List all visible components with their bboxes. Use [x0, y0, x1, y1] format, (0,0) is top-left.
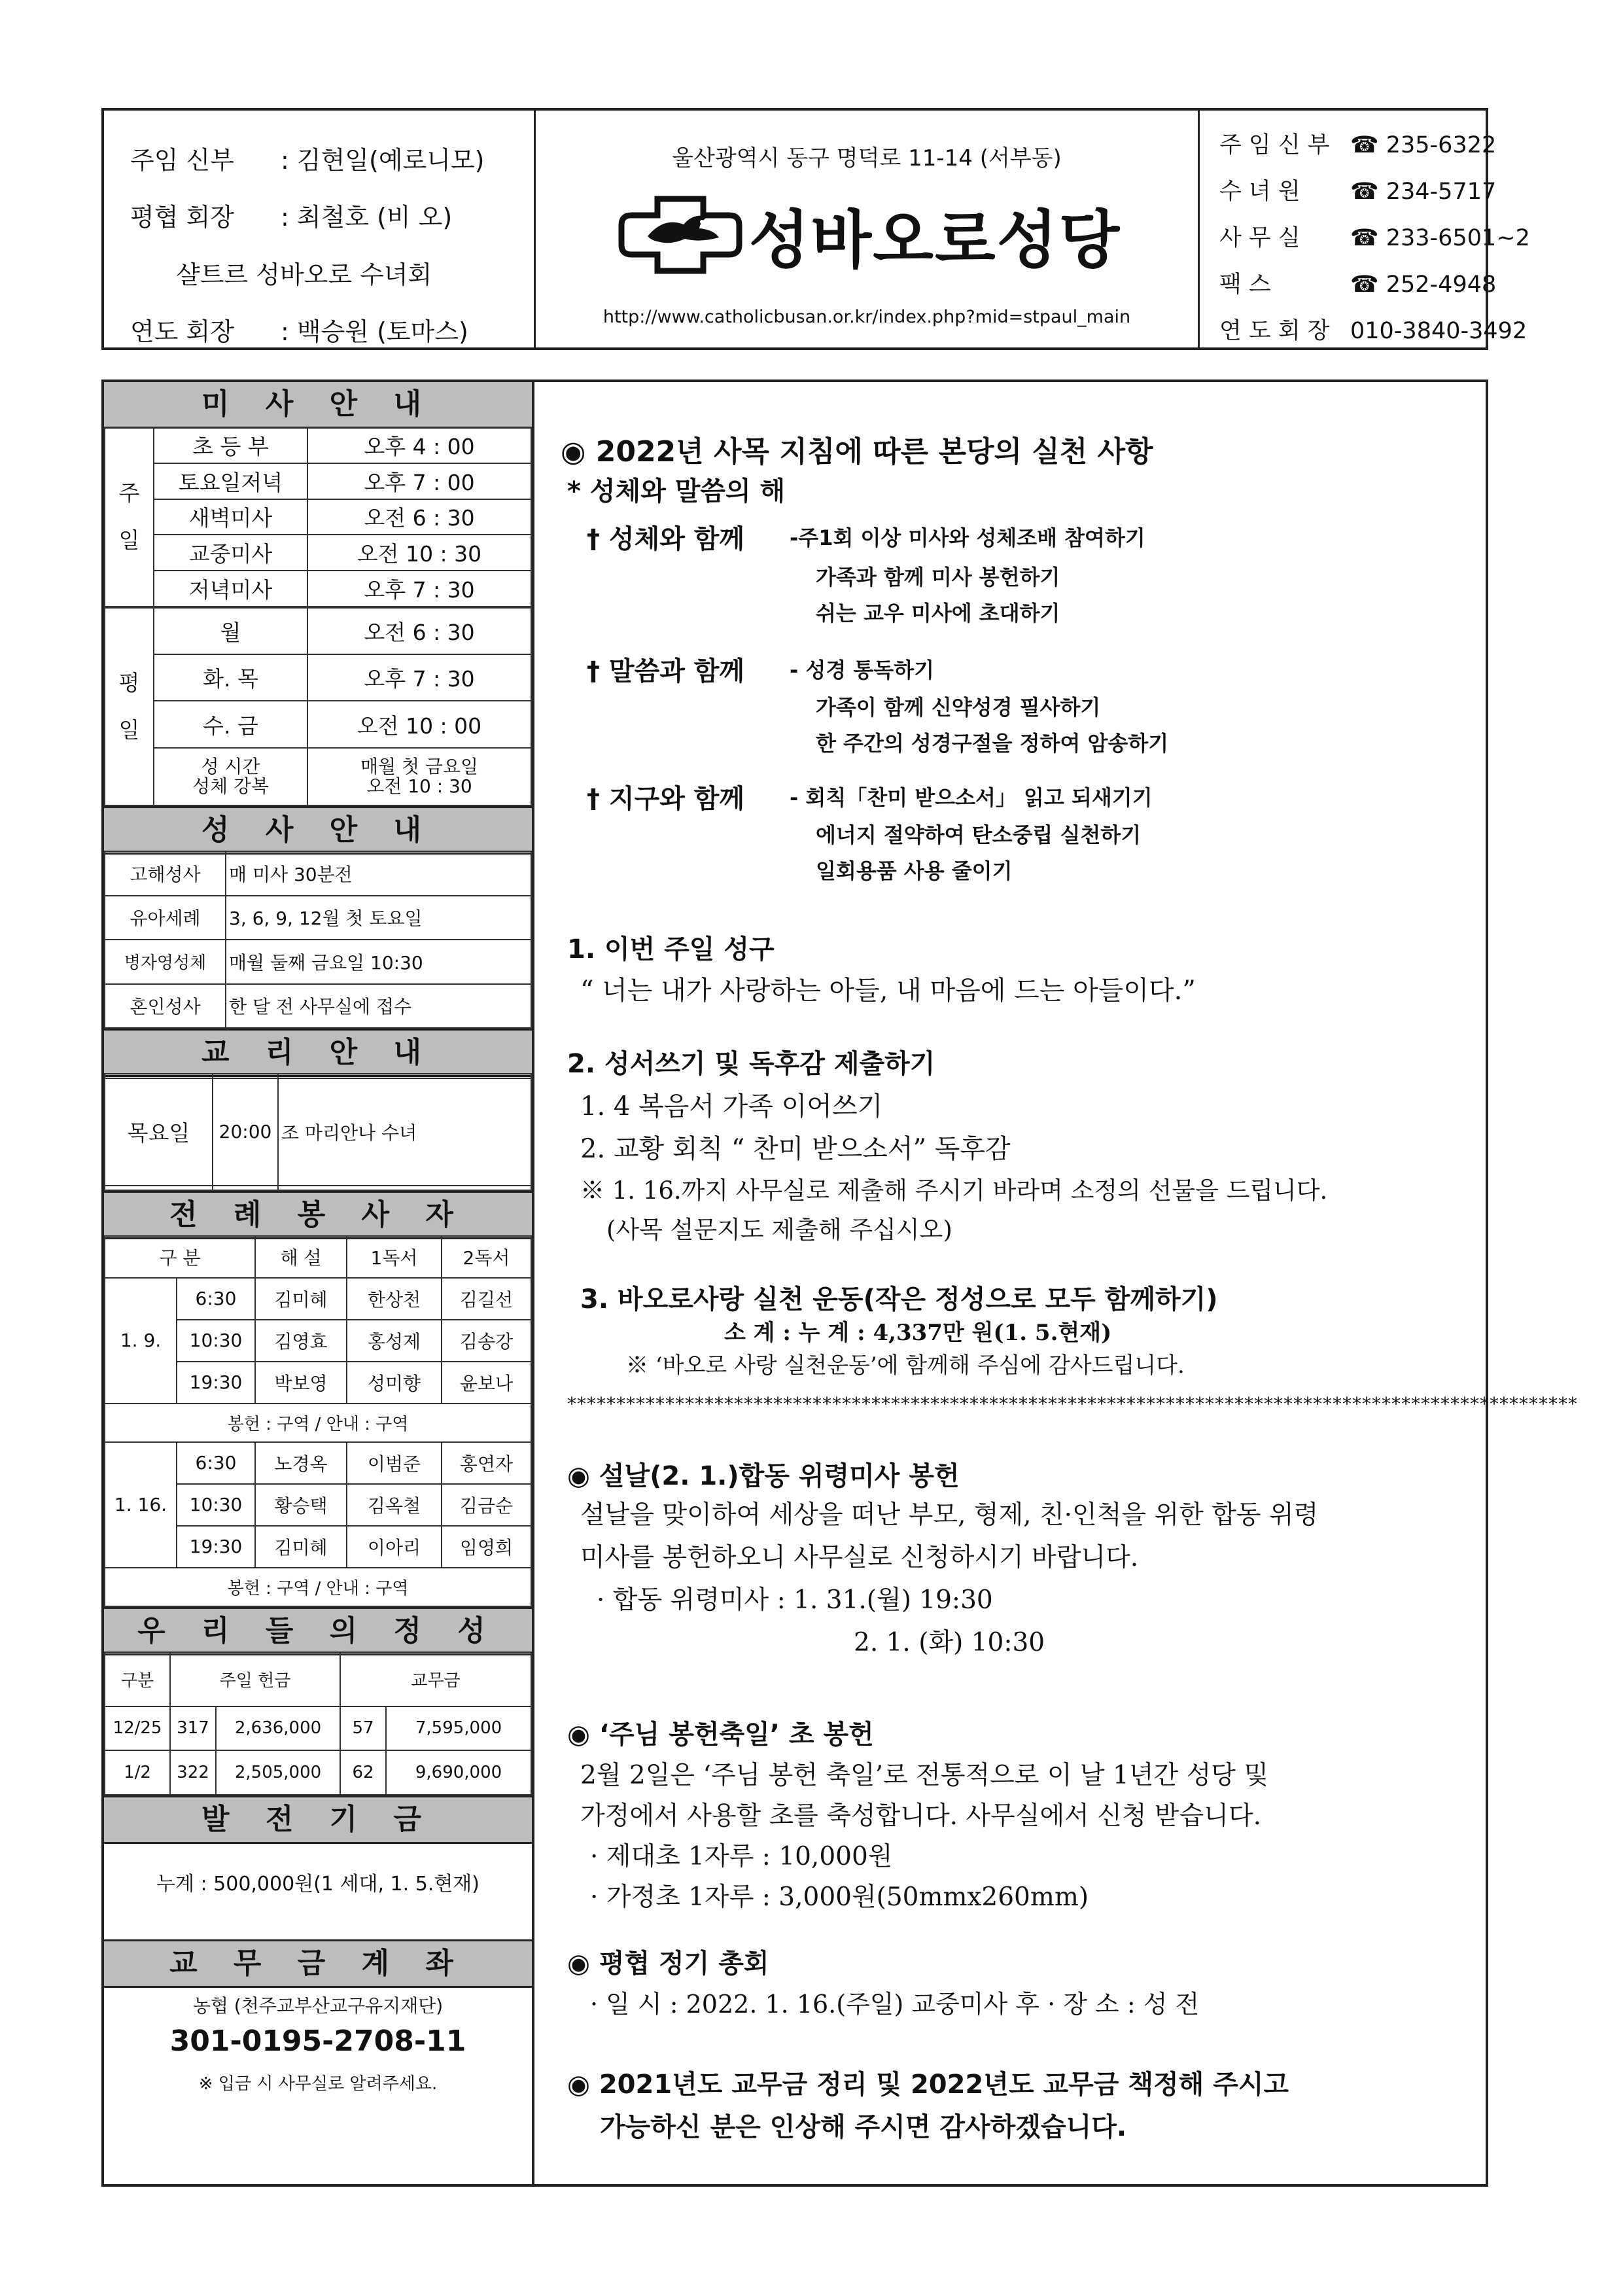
church-title-panel [536, 111, 1200, 347]
meeting-details: · 일 시 : 2022. 1. 16.(주일) 교중미사 후 · 장 소 : 성 전 [590, 1990, 1200, 2019]
phone-row: 연 도 회 장 010-3840-3492 [1219, 318, 1527, 344]
dues-notice: ◉ 2021년도 교무금 정리 및 2022년도 교무금 책정해 주시고 [567, 2070, 1289, 2100]
phone-row: 사 무 실 ☎ 233-6501~2 [1219, 225, 1530, 251]
phone-row: 주 임 신 부 ☎ 235-6322 [1219, 132, 1497, 158]
catechism-info-heading: 교 리 안 내 [104, 1029, 532, 1077]
section-line: 2. 교황 회칙 “ 찬미 받으소서” 독후감 [580, 1134, 1011, 1164]
campaign-total: 소 계 : 누 계 : 4,337만 원(1. 5.현재) [724, 1320, 1112, 1346]
contact-panel [1200, 111, 1530, 347]
pastoral-item: 가족이 함께 신약성경 필사하기 [816, 695, 1101, 720]
account-bank: 농협 (천주교부산교구유지재단) [192, 1995, 444, 2017]
phone-icon: ☎ [1350, 132, 1379, 158]
pastoral-item: 쉬는 교우 미사에 초대하기 [816, 601, 1060, 626]
section-line: 미사를 봉헌하오니 사무실로 신청하시기 바랍니다. [580, 1543, 1139, 1572]
section-line: 2월 2일은 ‘주님 봉헌 축일’로 전통적으로 이 날 1년간 성당 및 [580, 1761, 1269, 1790]
pastoral-group-head: † 지구와 함께 [587, 784, 745, 814]
announcements-panel [534, 380, 1578, 2187]
account-number: 301-0195-2708-11 [169, 2024, 466, 2058]
section-heading: 1. 이번 주일 성구 [567, 934, 775, 964]
section-heading: 3. 바오로사랑 실천 운동(작은 정성으로 모두 함께하기) [580, 1284, 1218, 1315]
pastoral-item: 일회용품 사용 줄이기 [816, 858, 1013, 883]
church-name: 성바오로성당 [748, 203, 1121, 277]
weekday-mass-table: 평 일 월 오전 6 : 30 화. 목 오후 7 : 30 수. 금 오전 10 : 00 성 시간 성체 강복 매월 첫 금요일 오전 10 : 30 [104, 607, 532, 806]
church-address: 울산광역시 동구 명덕로 11-14 (서부동) [672, 145, 1062, 171]
pastoral-group-head: † 말씀과 함께 [587, 656, 745, 686]
church-logo [562, 186, 1177, 284]
section-line: 설날을 맞이하여 세상을 떠난 부모, 형제, 친·인척을 위한 합동 위령 [580, 1500, 1319, 1530]
section-line: ※ 1. 16.까지 사무실로 제출해 주시기 바라며 소정의 선물을 드립니다. [580, 1176, 1328, 1205]
weekly-verse: “ 너는 내가 사랑하는 아들, 내 마음에 드는 아들이다.” [580, 976, 1196, 1006]
pastoral-item: 가족과 함께 미사 봉헌하기 [816, 565, 1060, 590]
memorial-mass-time: · 합동 위령미사 : 1. 31.(월) 19:30 [597, 1585, 993, 1615]
sacrament-info-heading: 성 사 안 내 [104, 806, 532, 855]
pastoral-guideline-title: ◉ 2022년 사목 지침에 따른 본당의 실천 사항 [561, 435, 1153, 468]
info-sidebar [101, 380, 534, 2187]
liturgy-volunteers-table: 구 분 해 설 1독서 2독서 1. 9. 6:30 김미혜 한상천 김길선 10:30 김영효 홍성제 김송강 19:30 박보영 성미향 윤보나 봉헌 : 구역 / 안내 : 구역 1. 16. 6:30 노경옥 이범준 홍연자 10:30 황승택 김옥철 김금순 19:30 김미혜 이아리 임영희 봉헌 : 구역 / 안내 : 구역 [104, 1235, 532, 1607]
offerings-heading: 우 리 들 의 정 성 [104, 1607, 532, 1655]
liturgy-volunteers-heading: 전 례 봉 사 자 [104, 1191, 532, 1239]
mass-info-heading: 미 사 안 내 [104, 382, 532, 429]
pastoral-group-head: † 성체와 함께 [587, 524, 745, 554]
pastoral-item: 에너지 절약하여 탄소중립 실천하기 [816, 822, 1142, 847]
section-divider: ******************************************************************************************************* [567, 1393, 1578, 1415]
phone-icon: ☎ [1350, 225, 1379, 251]
account-heading: 교 무 금 계 좌 [104, 1939, 532, 1988]
pastoral-subtitle: * 성체와 말씀의 해 [567, 476, 786, 506]
church-website-link[interactable]: http://www.catholicbusan.or.kr/index.php?mid=stpaul_main [602, 307, 1131, 327]
phone-icon: ☎ [1350, 272, 1379, 298]
section-heading: ◉ ‘주님 봉헌축일’ 초 봉헌 [567, 1720, 874, 1750]
section-heading: 2. 성서쓰기 및 독후감 제출하기 [567, 1049, 935, 1079]
development-fund-total: 누계 : 500,000원(1 세대, 1. 5.현재) [156, 1873, 480, 1896]
pastoral-item: - 회칙「찬미 받으소서」 읽고 되새기기 [790, 785, 1153, 810]
phone-icon: ☎ [1350, 179, 1379, 205]
section-heading: ◉ 평협 정기 총회 [567, 1949, 769, 1979]
dues-notice: 가능하신 분은 인상해 주시면 감사하겠습니다. [600, 2112, 1127, 2142]
pastoral-item: 한 주간의 성경구절을 정하여 암송하기 [816, 731, 1169, 756]
staff-row: 평협 회장 : 최철호 (비 오) [130, 203, 453, 232]
campaign-thanks: ※ ‘바오로 사랑 실천운동’에 함께해 주심에 감사드립니다. [626, 1352, 1185, 1379]
staff-row: 연도 회장 : 백승원 (토마스) [130, 317, 468, 346]
memorial-mass-time: 2. 1. (화) 10:30 [854, 1628, 1045, 1657]
staff-row: 샬트르 성바오로 수녀회 [176, 260, 432, 289]
sacrament-table: 고해성사 매 미사 30분전 유아세례 3, 6, 9, 12월 첫 토요일 병자영성체 매월 둘째 금요일 10:30 혼인성사 한 달 전 사무실에 접수 [104, 851, 532, 1029]
phone-row: 팩 스 ☎ 252-4948 [1219, 272, 1497, 298]
candle-price: · 제대초 1자루 : 10,000원 [590, 1842, 893, 1871]
staff-panel [104, 111, 536, 347]
account-note: ※ 입금 시 사무실로 알려주세요. [198, 2074, 438, 2094]
offerings-table: 구분 주일 헌금 교무금 12/25 317 2,636,000 57 7,595,000 1/2 322 2,505,000 62 9,690,000 [104, 1651, 532, 1795]
candle-price: · 가정초 1자루 : 3,000원(50mmx260mm) [590, 1882, 1089, 1912]
development-fund-heading: 발 전 기 금 [104, 1795, 532, 1844]
section-line: (사목 설문지도 제출해 주십시오) [606, 1216, 952, 1244]
section-line: 1. 4 복음서 가족 이어쓰기 [580, 1091, 883, 1122]
pastoral-item: -주1회 이상 미사와 성체조배 참여하기 [790, 525, 1145, 550]
catechism-table: 목요일 20:00 조 마리안나 수녀 [104, 1073, 532, 1191]
sunday-mass-table: 주 일 초 등 부 오후 4 : 00 토요일저녁 오후 7 : 00 새벽미사 오전 6 : 30 교중미사 오전 10 : 30 저녁미사 오후 7 : 30 [104, 427, 532, 607]
staff-row: 주임 신부 : 김현일(예로니모) [130, 146, 485, 175]
pastoral-item: - 성경 통독하기 [790, 658, 935, 682]
dove-cross-logo-icon [618, 196, 742, 274]
section-line: 가정에서 사용할 초를 축성합니다. 사무실에서 신청 받습니다. [580, 1801, 1262, 1831]
phone-row: 수 녀 원 ☎ 234-5717 [1219, 179, 1497, 205]
section-heading: ◉ 설날(2. 1.)합동 위령미사 봉헌 [567, 1461, 960, 1491]
bulletin-header [101, 108, 1530, 350]
